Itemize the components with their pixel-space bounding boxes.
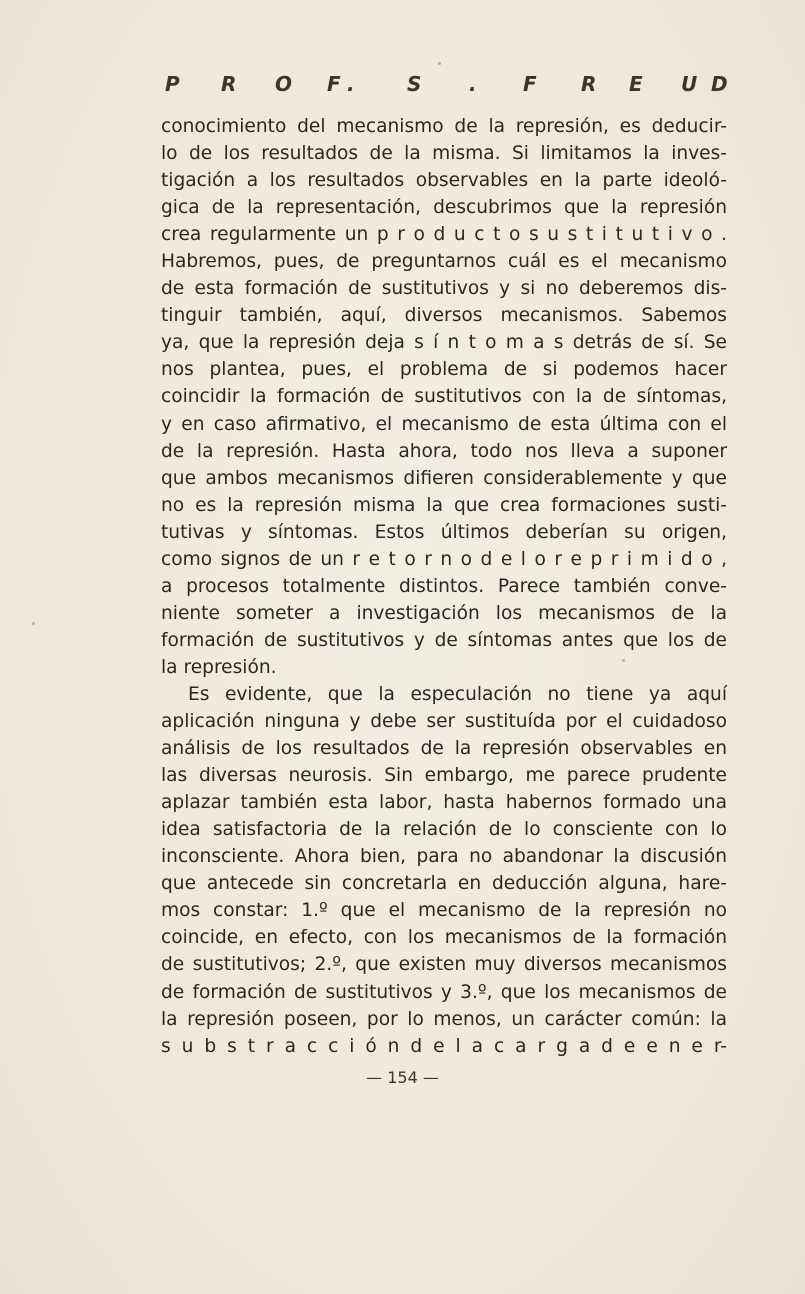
running-head-letter: F [327, 72, 341, 96]
text-line: análisis de los resultados de la represión observables en [161, 738, 727, 760]
text-line: idea satisfactoria de la relación de lo consciente con lo [161, 819, 727, 841]
text-line: aplicación ninguna y debe ser sustituída por el cuidadoso [161, 711, 727, 733]
running-head-letter: F [523, 72, 537, 96]
text-line: s u b s t r a c c i ó n d e l a c a r g a d e e n e r- [161, 1035, 727, 1057]
page-number: — 154 — [366, 1068, 439, 1087]
text-line: que ambos mecanismos difieren considerablemente y que [161, 467, 727, 489]
text-line: niente someter a investigación los mecanismos de la [161, 602, 727, 624]
text-line: tigación a los resultados observables en la parte ideoló- [161, 170, 727, 192]
running-head-letter: O [275, 72, 293, 96]
paper-speck [438, 62, 441, 65]
text-line: la represión poseen, por lo menos, un carácter común: la [161, 1008, 727, 1030]
text-line: tinguir también, aquí, diversos mecanismos. Sabemos [161, 305, 727, 327]
text-line: nos plantea, pues, el problema de si podemos hacer [161, 359, 727, 381]
text-line: coincide, en efecto, con los mecanismos de la formación [161, 927, 727, 949]
text-line: las diversas neurosis. Sin embargo, me parece prudente [161, 765, 727, 787]
text-line: gica de la representación, descubrimos que la represión [161, 197, 727, 219]
body-text [161, 113, 727, 1060]
text-line: ya, que la represión deja s í n t o m a s detrás de sí. Se [161, 332, 727, 354]
running-head-letter: E [629, 72, 643, 96]
text-line: Habremos, pues, de preguntarnos cuál es el mecanismo [161, 251, 727, 273]
text-line: lo de los resultados de la misma. Si limitamos la inves- [161, 143, 727, 165]
running-head-letter: P [165, 72, 180, 96]
running-head-letter: R [581, 72, 597, 96]
running-head-letter: . [469, 72, 477, 96]
text-line: tutivas y síntomas. Estos últimos deberían su origen, [161, 521, 727, 543]
text-line: la represión. [161, 656, 277, 678]
text-line: coincidir la formación de sustitutivos con la de síntomas, [161, 386, 727, 408]
text-line: de la represión. Hasta ahora, todo nos lleva a suponer [161, 440, 727, 462]
paper-speck [622, 659, 625, 662]
text-line: formación de sustitutivos y de síntomas antes que los de [161, 629, 727, 651]
text-line: de sustitutivos; 2.º, que existen muy diversos mecanismos [161, 954, 727, 976]
running-head-letter: D [711, 72, 728, 96]
text-line: a procesos totalmente distintos. Parece también conve- [161, 575, 727, 597]
text-line: de esta formación de sustitutivos y si no deberemos dis- [161, 278, 727, 300]
paper-speck [32, 622, 35, 625]
running-head-letter: R [221, 72, 237, 96]
text-line: que antecede sin concretarla en deducción alguna, hare- [161, 873, 727, 895]
text-line: inconsciente. Ahora bien, para no abandonar la discusión [161, 846, 727, 868]
running-head-letter: . [347, 72, 355, 96]
text-line: conocimiento del mecanismo de la represión, es deducir- [161, 116, 727, 137]
text-line: no es la represión misma la que crea formaciones susti- [161, 494, 727, 516]
text-line: como signos de un r e t o r n o d e l o r e p r i m i d o , [161, 548, 727, 570]
text-line: mos constar: 1.º que el mecanismo de la represión no [161, 900, 727, 922]
text-line: y en caso afirmativo, el mecanismo de esta última con el [161, 413, 727, 435]
running-head-letter: S [407, 72, 422, 96]
text-line: aplazar también esta labor, hasta habernos formado una [161, 792, 727, 814]
text-line: Es evidente, que la especulación no tiene ya aquí [188, 683, 727, 705]
text-line: de formación de sustitutivos y 3.º, que los mecanismos de [161, 981, 727, 1003]
running-head-letter: U [681, 72, 698, 96]
text-line: crea regularmente un p r o d u c t o s u s t i t u t i v o . [161, 224, 727, 246]
